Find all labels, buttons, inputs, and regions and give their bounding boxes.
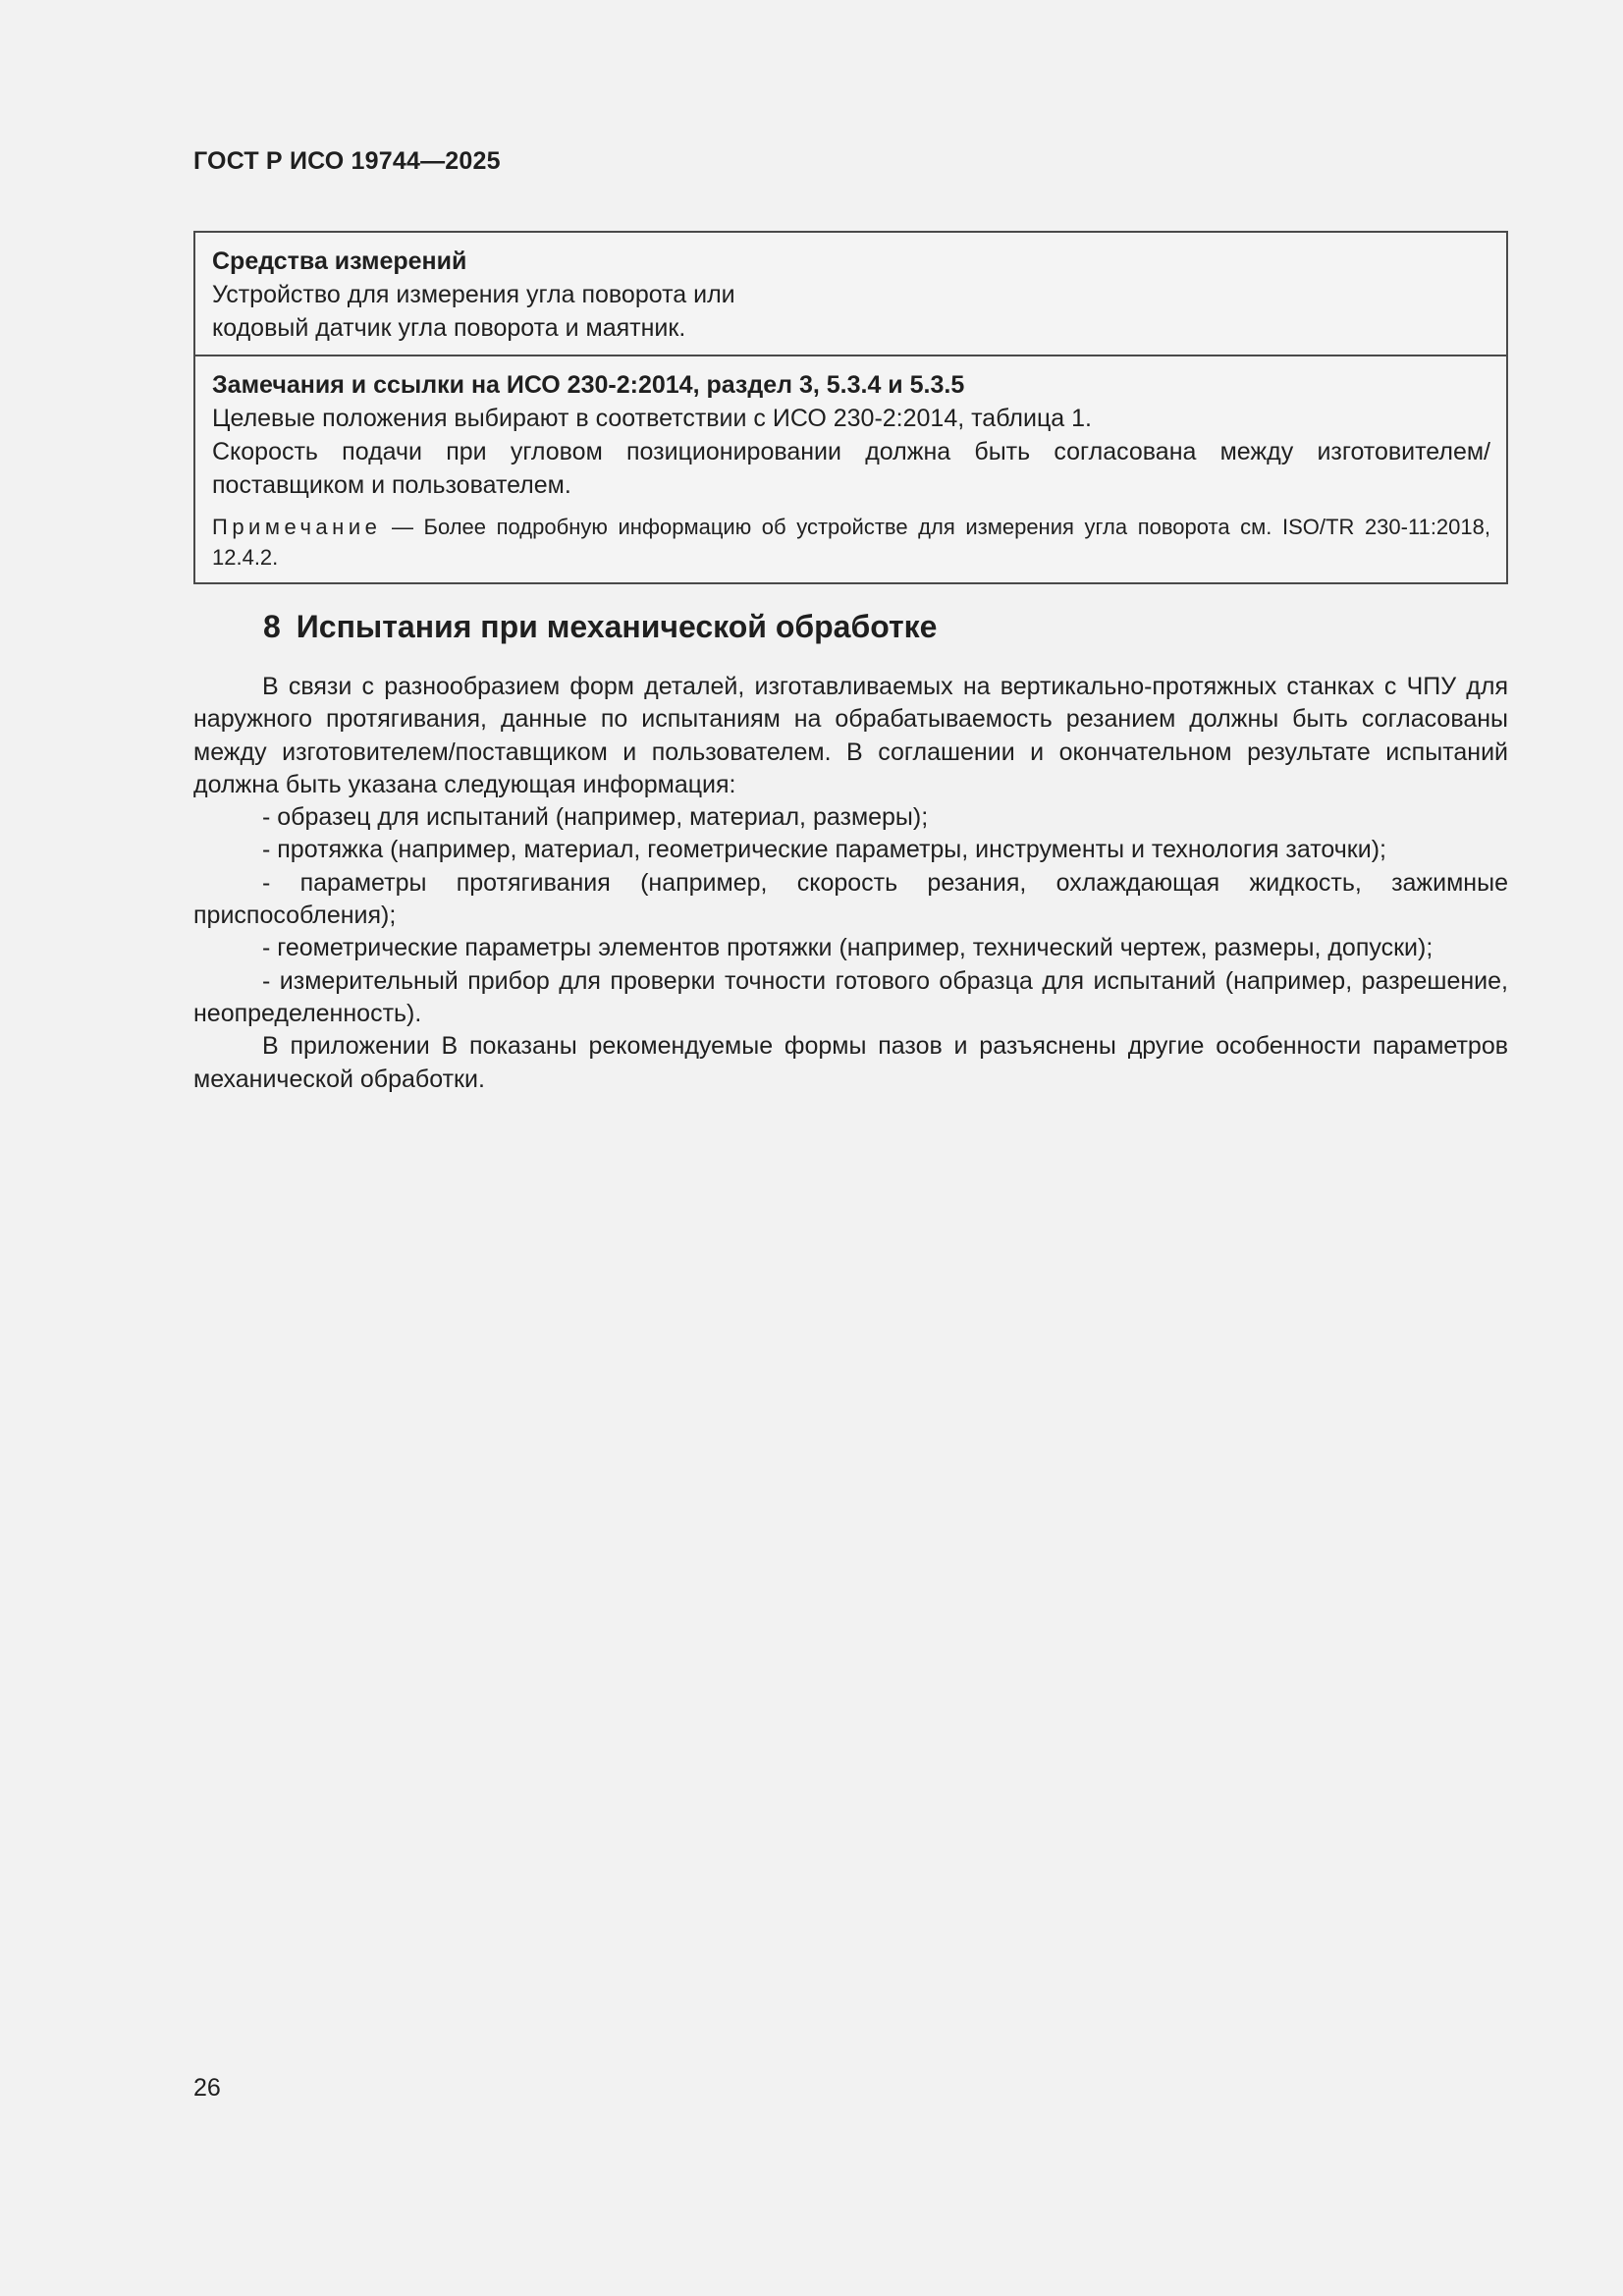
section-title: Испытания при механической обработке (296, 609, 938, 644)
list-item: - геометрические параметры элементов протяжки (например, технический чертеж, размеры, допуски); (262, 934, 1434, 962)
list-item: - измерительный прибор для проверки точности готового образца для испытаний (например, разрешение, неопределенность). (193, 966, 1508, 1027)
info-table (193, 231, 1508, 584)
remarks-line-1: Целевые положения выбирают в соответствии с ИСО 230-2:2014, таблица 1. (212, 405, 1092, 432)
remarks-note (212, 512, 1490, 573)
section-body (193, 671, 1508, 1096)
intro-paragraph: В связи с разнообразием форм деталей, изготавливаемых на вертикально-протяжных станках с ЧПУ для наружного протягивания, данные по испытаниям на обрабатываемость резанием должны быть согласованы между изготовителем/поставщиком и пользователем. В соглашении и окончательном результате испытаний должна быть указана следующая информация: (193, 673, 1508, 798)
section-number: 8 (263, 609, 281, 644)
note-label: Примечание (212, 515, 382, 539)
list-item: - параметры протягивания (например, скорость резания, охлаждающая жидкость, зажимные приспособления); (193, 868, 1508, 930)
remarks-line-2: Скорость подачи при угловом позиционировании должна быть согласована между изготовителем/ поставщиком и пользователем. (212, 438, 1490, 499)
list-item: - образец для испытаний (например, материал, размеры); (262, 803, 929, 832)
remarks-title: Замечания и ссылки на ИСО 230-2:2014, раздел 3, 5.3.4 и 5.3.5 (212, 371, 965, 399)
measuring-tools-title: Средства измерений (212, 247, 467, 275)
note-text: — Более подробную информацию об устройстве для измерения угла поворота см. ISO/TR 230-11:2018, 12.4.2. (212, 515, 1490, 570)
measuring-tools-line-2: кодовый датчик угла поворота и маятник. (212, 314, 686, 342)
table-row-remarks (195, 355, 1506, 582)
table-row-measuring-tools (195, 233, 1506, 355)
measuring-tools-line-1: Устройство для измерения угла поворота или (212, 281, 735, 308)
section-heading (263, 609, 937, 645)
page-number: 26 (193, 2074, 221, 2102)
closing-paragraph: В приложении В показаны рекомендуемые формы пазов и разъяснены другие особенности параметров механической обработки. (193, 1032, 1508, 1093)
list-item: - протяжка (например, материал, геометрические параметры, инструменты и технология заточки); (262, 836, 1386, 864)
document-header: ГОСТ Р ИСО 19744—2025 (193, 147, 501, 175)
